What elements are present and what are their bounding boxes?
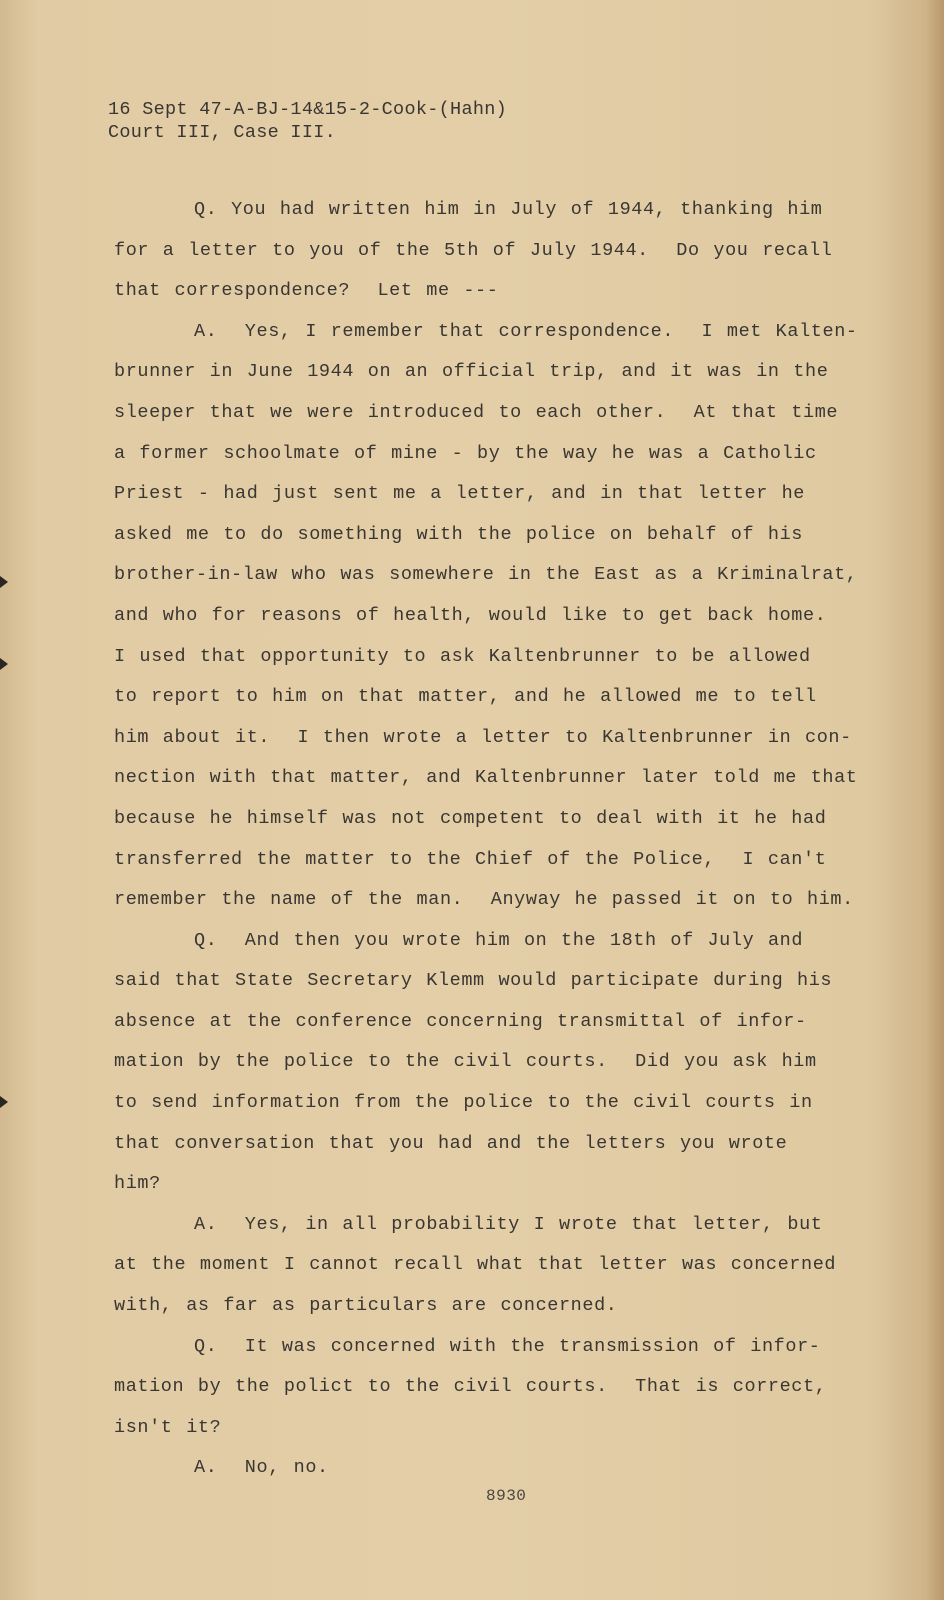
transcript-line: him? [114, 1173, 161, 1195]
transcript-line: a former schoolmate of mine - by the way he was a Catholic [114, 442, 817, 464]
transcript-line: that correspondence? Let me --- [114, 280, 499, 302]
transcript-line: Priest - had just sent me a letter, and in that letter he [114, 483, 806, 505]
binding-hole-mark [0, 1096, 8, 1108]
transcript-line: I used that opportunity to ask Kaltenbrunner to be allowed [114, 645, 811, 667]
transcript-line: remember the name of the man. Anyway he passed it on to him. [114, 889, 854, 911]
header-reference-line: 16 Sept 47-A-BJ-14&15-2-Cook-(Hahn) [108, 99, 508, 120]
transcript-line: and who for reasons of health, would like to get back home. [114, 604, 827, 626]
header-court-line: Court III, Case III. [108, 122, 337, 143]
transcript-line: nection with that matter, and Kaltenbrunner later told me that [114, 767, 858, 789]
transcript-line: to report to him on that matter, and he allowed me to tell [114, 686, 817, 708]
transcript-line: brother-in-law who was somewhere in the East as a Kriminalrat, [114, 564, 858, 586]
transcript-line: him about it. I then wrote a letter to Kaltenbrunner in con- [114, 726, 852, 748]
transcript-line: asked me to do something with the police on behalf of his [114, 523, 804, 545]
transcript-line: A. Yes, I remember that correspondence. I met Kalten- [194, 320, 858, 342]
binding-hole-mark [0, 658, 8, 670]
transcript-line: A. Yes, in all probability I wrote that letter, but [194, 1213, 823, 1235]
transcript-line: that conversation that you had and the letters you wrote [114, 1132, 788, 1154]
transcript-line: mation by the police to the civil courts. Did you ask him [114, 1051, 817, 1073]
transcript-body [114, 190, 884, 1489]
transcript-line: A. No, no. [194, 1457, 329, 1479]
transcript-line: with, as far as particulars are concerned. [114, 1295, 618, 1317]
transcript-line: for a letter to you of the 5th of July 1944. Do you recall [114, 239, 833, 261]
transcript-line: because he himself was not competent to deal with it he had [114, 807, 827, 829]
transcript-line: Q. It was concerned with the transmission of infor- [194, 1335, 821, 1357]
transcript-line: to send information from the police to the civil courts in [114, 1092, 813, 1114]
page-edge-shadow [926, 0, 944, 1600]
transcript-line: absence at the conference concerning transmittal of infor- [114, 1010, 807, 1032]
transcript-line: Q. And then you wrote him on the 18th of July and [194, 929, 804, 951]
transcript-line: sleeper that we were introduced to each other. At that time [114, 401, 839, 423]
transcript-line: brunner in June 1944 on an official trip, and it was in the [114, 361, 829, 383]
transcript-line: at the moment I cannot recall what that letter was concerned [114, 1254, 837, 1276]
binding-hole-mark [0, 576, 8, 588]
transcript-line: mation by the polict to the civil courts. That is correct, [114, 1376, 827, 1398]
transcript-line: isn't it? [114, 1416, 222, 1438]
transcript-line: said that State Secretary Klemm would participate during his [114, 970, 833, 992]
page-number: 8930 [486, 1487, 527, 1505]
transcript-line: Q. You had written him in July of 1944, thanking him [194, 199, 823, 220]
document-header [108, 98, 507, 144]
transcript-line: transferred the matter to the Chief of the Police, I can't [114, 848, 827, 870]
